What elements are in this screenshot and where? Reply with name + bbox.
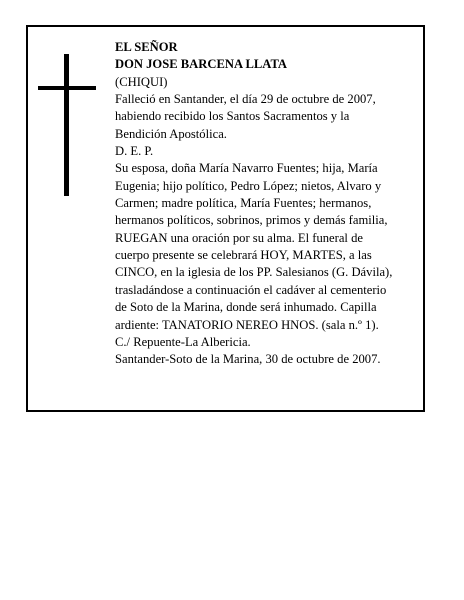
body-line: Su esposa, doña María Navarro Fuentes; hija, María: [115, 161, 378, 176]
body-line: C./ Repuente-La Albericia.: [115, 334, 251, 349]
body-line: Eugenia; hijo político, Pedro López; nietos, Alvaro y: [115, 178, 382, 193]
body-line: hermanos políticos, sobrinos, primos y demás familia,: [115, 213, 388, 228]
body-line: Carmen; madre política, María Fuentes; hermanos,: [115, 196, 372, 211]
obituary-text: [115, 39, 417, 369]
cross-icon-vertical-bar: [64, 54, 69, 196]
body-line: habiendo recibido los Santos Sacramentos y la: [115, 109, 350, 124]
body-line: RUEGAN una oración por su alma. El funeral de: [115, 230, 363, 245]
body-line: cuerpo presente se celebrará HOY, MARTES, a las: [115, 248, 372, 263]
body-line: CINCO, en la iglesia de los PP. Salesianos (G. Dávila),: [115, 265, 393, 280]
cross-icon-horizontal-bar: [38, 86, 96, 90]
body-line: Falleció en Santander, el día 29 de octubre de 2007,: [115, 92, 376, 107]
body-line: de Soto de la Marina, donde será inhumado. Capilla: [115, 300, 377, 315]
body-line: D. E. P.: [115, 144, 154, 159]
body-line: trasladándose a continuación el cadáver al cementerio: [115, 282, 387, 297]
body-line: Bendición Apostólica.: [115, 126, 227, 141]
body-line: ardiente: TANATORIO NEREO HNOS. (sala n.º 1).: [115, 317, 379, 332]
heading-title: EL SEÑOR: [115, 40, 178, 54]
body-line: Santander-Soto de la Marina, 30 de octubre de 2007.: [115, 352, 381, 367]
deceased-nickname: (CHIQUI): [115, 74, 168, 89]
deceased-name: DON JOSE BARCENA LLATA: [115, 57, 288, 72]
